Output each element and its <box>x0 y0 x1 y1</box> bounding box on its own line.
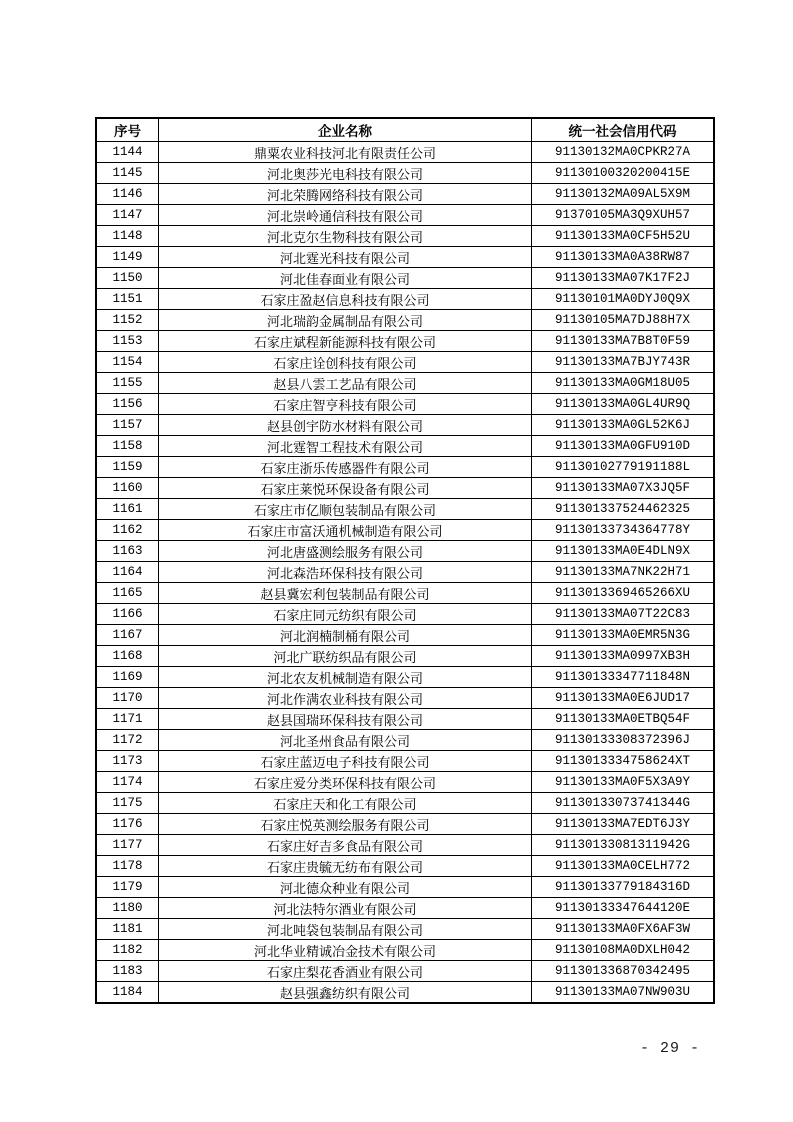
cell-serial-number: 1157 <box>96 415 159 436</box>
cell-company-name: 河北克尔生物科技有限公司 <box>159 226 532 247</box>
cell-company-name: 河北圣州食品有限公司 <box>159 730 532 751</box>
cell-credit-code: 91130100320200415E <box>532 163 715 184</box>
cell-serial-number: 1145 <box>96 163 159 184</box>
table-row <box>96 835 714 856</box>
cell-serial-number: 1151 <box>96 289 159 310</box>
table-row <box>96 940 714 961</box>
cell-company-name: 河北荣腾网络科技有限公司 <box>159 184 532 205</box>
cell-company-name: 河北法特尔酒业有限公司 <box>159 898 532 919</box>
cell-company-name: 石家庄爱分类环保科技有限公司 <box>159 772 532 793</box>
cell-company-name: 石家庄梨花香酒业有限公司 <box>159 961 532 982</box>
cell-company-name: 赵县创宇防水材料有限公司 <box>159 415 532 436</box>
cell-company-name: 石家庄莱悦环保设备有限公司 <box>159 478 532 499</box>
table-row <box>96 499 714 520</box>
table-row <box>96 184 714 205</box>
table-row <box>96 751 714 772</box>
cell-credit-code: 91130133073741344G <box>532 793 715 814</box>
cell-credit-code: 91130133MA7NK22H71 <box>532 562 715 583</box>
cell-company-name: 河北霆智工程技术有限公司 <box>159 436 532 457</box>
cell-credit-code: 911301337524462325 <box>532 499 715 520</box>
cell-credit-code: 91130133MA0E6JUD17 <box>532 688 715 709</box>
table-row <box>96 961 714 982</box>
table-row <box>96 163 714 184</box>
header-cell-name: 企业名称 <box>159 118 532 142</box>
table-row <box>96 898 714 919</box>
table-row <box>96 709 714 730</box>
table-row <box>96 583 714 604</box>
table-row <box>96 856 714 877</box>
cell-serial-number: 1183 <box>96 961 159 982</box>
cell-credit-code: 91130133MA0GFU910D <box>532 436 715 457</box>
cell-serial-number: 1165 <box>96 583 159 604</box>
cell-credit-code: 91130133MA07NW903U <box>532 982 715 1004</box>
cell-serial-number: 1156 <box>96 394 159 415</box>
table-row <box>96 520 714 541</box>
company-registry-table <box>95 117 715 1004</box>
cell-credit-code: 91130133MA0GL4UR9Q <box>532 394 715 415</box>
table-row <box>96 772 714 793</box>
cell-credit-code: 91370105MA3Q9XUH57 <box>532 205 715 226</box>
cell-serial-number: 1149 <box>96 247 159 268</box>
cell-credit-code: 91130133734364778Y <box>532 520 715 541</box>
cell-serial-number: 1180 <box>96 898 159 919</box>
table-row <box>96 394 714 415</box>
cell-serial-number: 1179 <box>96 877 159 898</box>
cell-company-name: 河北崇岭通信科技有限公司 <box>159 205 532 226</box>
cell-credit-code: 91130133MA0A38RW87 <box>532 247 715 268</box>
cell-company-name: 石家庄盈赵信息科技有限公司 <box>159 289 532 310</box>
cell-credit-code: 91130133MA0GL52K6J <box>532 415 715 436</box>
page-number: - 29 - <box>640 1040 701 1057</box>
cell-credit-code: 9113013369465266XU <box>532 583 715 604</box>
cell-serial-number: 1172 <box>96 730 159 751</box>
cell-serial-number: 1168 <box>96 646 159 667</box>
cell-company-name: 石家庄蓝迈电子科技有限公司 <box>159 751 532 772</box>
cell-company-name: 河北润楠制桶有限公司 <box>159 625 532 646</box>
cell-company-name: 河北佳春面业有限公司 <box>159 268 532 289</box>
header-cell-index: 序号 <box>96 118 159 142</box>
cell-credit-code: 91130133MA0GM18U05 <box>532 373 715 394</box>
cell-credit-code: 91130133MA7EDT6J3Y <box>532 814 715 835</box>
cell-credit-code: 91130133MA0CELH772 <box>532 856 715 877</box>
cell-company-name: 石家庄智亨科技有限公司 <box>159 394 532 415</box>
cell-serial-number: 1162 <box>96 520 159 541</box>
table-header <box>96 118 714 142</box>
cell-credit-code: 91130133779184316D <box>532 877 715 898</box>
table-row <box>96 352 714 373</box>
table-row <box>96 331 714 352</box>
cell-credit-code: 91130133MA07K17F2J <box>532 268 715 289</box>
cell-credit-code: 91130133081311942G <box>532 835 715 856</box>
cell-company-name: 河北农友机械制造有限公司 <box>159 667 532 688</box>
cell-credit-code: 91130132MA09AL5X9M <box>532 184 715 205</box>
cell-serial-number: 1181 <box>96 919 159 940</box>
cell-serial-number: 1174 <box>96 772 159 793</box>
table-row <box>96 457 714 478</box>
cell-company-name: 石家庄天和化工有限公司 <box>159 793 532 814</box>
table-row <box>96 625 714 646</box>
cell-credit-code: 91130132MA0CPKR27A <box>532 142 715 163</box>
table-row <box>96 667 714 688</box>
cell-serial-number: 1144 <box>96 142 159 163</box>
cell-serial-number: 1152 <box>96 310 159 331</box>
cell-serial-number: 1177 <box>96 835 159 856</box>
table-row <box>96 919 714 940</box>
header-cell-code: 统一社会信用代码 <box>532 118 715 142</box>
cell-company-name: 石家庄市亿顺包装制品有限公司 <box>159 499 532 520</box>
cell-company-name: 河北华业精诚冶金技术有限公司 <box>159 940 532 961</box>
cell-serial-number: 1148 <box>96 226 159 247</box>
table-row <box>96 142 714 163</box>
cell-company-name: 赵县国瑞环保科技有限公司 <box>159 709 532 730</box>
table-row <box>96 310 714 331</box>
cell-serial-number: 1153 <box>96 331 159 352</box>
cell-credit-code: 91130133MA0E4DLN9X <box>532 541 715 562</box>
cell-company-name: 河北吨袋包装制品有限公司 <box>159 919 532 940</box>
table-row <box>96 877 714 898</box>
cell-serial-number: 1171 <box>96 709 159 730</box>
cell-credit-code: 91130133MA0997XB3H <box>532 646 715 667</box>
cell-credit-code: 91130133MA7B8T0F59 <box>532 331 715 352</box>
cell-company-name: 河北森浩环保科技有限公司 <box>159 562 532 583</box>
table-row <box>96 793 714 814</box>
cell-credit-code: 91130133MA0EMR5N3G <box>532 625 715 646</box>
table-header-row <box>96 118 714 142</box>
cell-company-name: 石家庄市富沃通机械制造有限公司 <box>159 520 532 541</box>
table-row <box>96 982 714 1004</box>
cell-company-name: 石家庄贵毓无纺布有限公司 <box>159 856 532 877</box>
table-row <box>96 205 714 226</box>
table-row <box>96 688 714 709</box>
cell-credit-code: 91130133347711848N <box>532 667 715 688</box>
cell-credit-code: 91130133MA0F5X3A9Y <box>532 772 715 793</box>
cell-serial-number: 1159 <box>96 457 159 478</box>
cell-serial-number: 1155 <box>96 373 159 394</box>
cell-credit-code: 91130133MA07T22C83 <box>532 604 715 625</box>
cell-credit-code: 91130133MA0CF5H52U <box>532 226 715 247</box>
cell-company-name: 河北瑞韵金属制品有限公司 <box>159 310 532 331</box>
cell-credit-code: 91130105MA7DJ88H7X <box>532 310 715 331</box>
table-row <box>96 373 714 394</box>
cell-serial-number: 1146 <box>96 184 159 205</box>
cell-company-name: 河北广联纺织品有限公司 <box>159 646 532 667</box>
cell-credit-code: 91130102779191188L <box>532 457 715 478</box>
table-row <box>96 268 714 289</box>
cell-company-name: 河北作满农业科技有限公司 <box>159 688 532 709</box>
cell-serial-number: 1184 <box>96 982 159 1004</box>
cell-company-name: 石家庄同元纺织有限公司 <box>159 604 532 625</box>
table-row <box>96 814 714 835</box>
cell-company-name: 石家庄好吉多食品有限公司 <box>159 835 532 856</box>
cell-company-name: 石家庄浙乐传感器件有限公司 <box>159 457 532 478</box>
cell-credit-code: 91130133347644120E <box>532 898 715 919</box>
table-row <box>96 562 714 583</box>
cell-credit-code: 911301336870342495 <box>532 961 715 982</box>
cell-company-name: 石家庄悦英测绘服务有限公司 <box>159 814 532 835</box>
cell-serial-number: 1166 <box>96 604 159 625</box>
cell-company-name: 鼎粟农业科技河北有限责任公司 <box>159 142 532 163</box>
cell-company-name: 赵县强鑫纺织有限公司 <box>159 982 532 1004</box>
cell-serial-number: 1178 <box>96 856 159 877</box>
table-row <box>96 604 714 625</box>
cell-company-name: 河北唐盛测绘服务有限公司 <box>159 541 532 562</box>
cell-serial-number: 1170 <box>96 688 159 709</box>
table-row <box>96 541 714 562</box>
cell-company-name: 赵县冀宏利包装制品有限公司 <box>159 583 532 604</box>
cell-credit-code: 91130133MA0ETBQ54F <box>532 709 715 730</box>
cell-credit-code: 91130133MA07X3JQ5F <box>532 478 715 499</box>
cell-company-name: 河北德众种业有限公司 <box>159 877 532 898</box>
cell-company-name: 石家庄诠创科技有限公司 <box>159 352 532 373</box>
table-row <box>96 247 714 268</box>
cell-serial-number: 1176 <box>96 814 159 835</box>
cell-serial-number: 1173 <box>96 751 159 772</box>
cell-serial-number: 1169 <box>96 667 159 688</box>
table-row <box>96 226 714 247</box>
cell-serial-number: 1167 <box>96 625 159 646</box>
cell-credit-code: 91130133MA0FX6AF3W <box>532 919 715 940</box>
table-row <box>96 730 714 751</box>
table-row <box>96 646 714 667</box>
cell-credit-code: 91130133MA7BJY743R <box>532 352 715 373</box>
cell-credit-code: 9113013334758624XT <box>532 751 715 772</box>
cell-company-name: 河北霆光科技有限公司 <box>159 247 532 268</box>
cell-serial-number: 1161 <box>96 499 159 520</box>
cell-serial-number: 1175 <box>96 793 159 814</box>
table-row <box>96 415 714 436</box>
cell-company-name: 赵县八雲工艺品有限公司 <box>159 373 532 394</box>
cell-serial-number: 1163 <box>96 541 159 562</box>
cell-credit-code: 91130108MA0DXLH042 <box>532 940 715 961</box>
cell-company-name: 河北奥莎光电科技有限公司 <box>159 163 532 184</box>
table-body <box>96 142 714 1004</box>
cell-serial-number: 1147 <box>96 205 159 226</box>
cell-serial-number: 1150 <box>96 268 159 289</box>
table-row <box>96 478 714 499</box>
cell-serial-number: 1164 <box>96 562 159 583</box>
table-row <box>96 289 714 310</box>
cell-serial-number: 1154 <box>96 352 159 373</box>
cell-credit-code: 91130133308372396J <box>532 730 715 751</box>
cell-credit-code: 91130101MA0DYJ0Q9X <box>532 289 715 310</box>
cell-serial-number: 1182 <box>96 940 159 961</box>
table-row <box>96 436 714 457</box>
cell-serial-number: 1160 <box>96 478 159 499</box>
cell-serial-number: 1158 <box>96 436 159 457</box>
cell-company-name: 石家庄斌程新能源科技有限公司 <box>159 331 532 352</box>
